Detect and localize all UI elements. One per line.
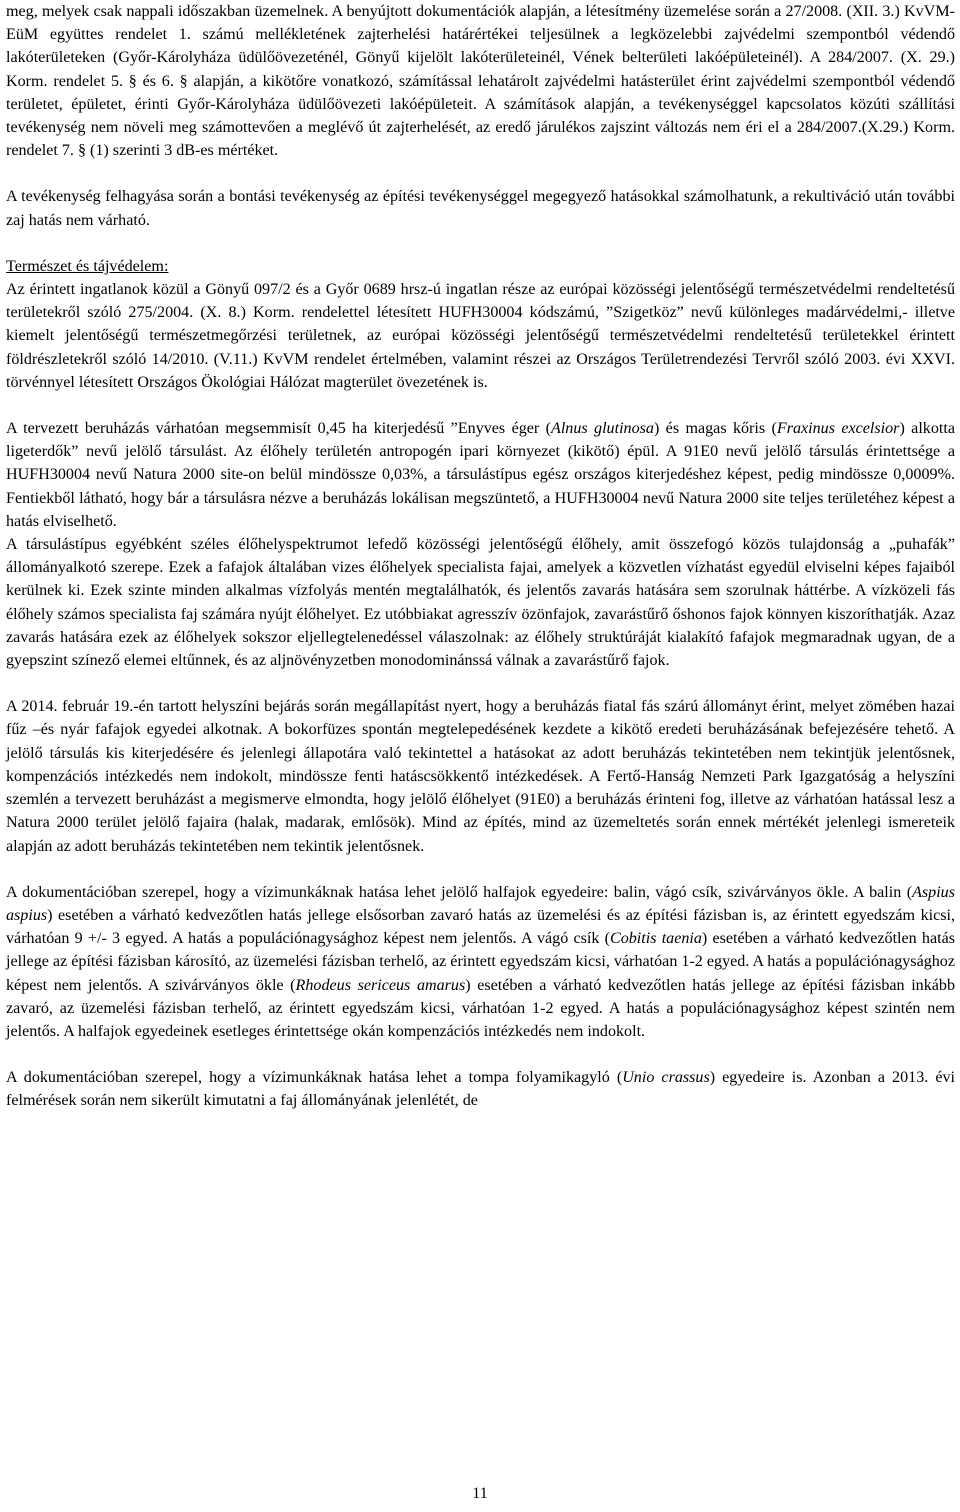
paragraph-mussel: [6, 1066, 955, 1112]
paragraph-site-visit: A 2014. február 19.-én tartott helyszíni bejárás során megállapítást nyert, hogy a beruházás fiatal fás szárú állományt érint, melyet zömében hazai fűz –és nyár fafajok egyedei alkotnak. A bokorfüzes spontán megtelepedésének kezdete a kikötő eredeti beruházásának befejezésére tehető. A jelölő társulás kis kiterjedésére és jelenlegi állapotára való tekintettel a hatásokat az adott beruházás tekintetében nem tekintjük jelentősnek, kompenzációs intézkedés nem indokolt, mindössze fenti hatáscsökkentő intézkedések. A Fertő-Hanság Nemzeti Park Igazgatóság a helyszíni szemlén a tervezett beruházást a megismerve elmondta, hogy jelölő élőhelyet (91E0) a beruházás érinteni fog, illetve az várhatóan hatással lesz a Natura 2000 terület jelölő fajaira (halak, madarak, emlősök). Mind az építés, mind az üzemeltetés során ennek mértékét jelenlegi ismereteik alapján az adott beruházás tekintetében nem tekintik jelentősnek.: [6, 698, 955, 855]
species-name: Alnus glutinosa: [551, 420, 654, 438]
text-span: A dokumentációban szerepel, hogy a vízimunkáknak hatása lehet jelölő halfajok egyedeire: balin, vágó csík, szivárványos ökle. A balin (: [6, 883, 913, 901]
text-span: ) esetében a várható kedvezőtlen hatás jellege elsősorban zavaró hatás az üzemelési és az építési fázisban is, az érintett egyedszám kicsi, várhatóan 9 +/- 3 egyed. A hatás a populációnagysághoz képest nem jelentős. A vágó csík (: [6, 906, 955, 948]
species-name: Cobitis taenia: [609, 930, 702, 948]
text-span: ) alkotta ligeterdők” nevű jelölő társulást. Az élőhely területén antropogén ipari környezet (kikötő) épül. A 91E0 nevű jelölő társulás érintettsége a HUFH30004 nevű Natura 2000 site-on belül mindössze 0,03%, a társulástípus egész országos kiterjedéshez képest, pedig mindössze 0,0009%. Fentiekből látható, hogy bár a társulásra nézve a beruházás lokálisan megszüntető, a HUFH30004 nevű Natura 2000 site teljes területéhez képest a hatás elviselhető.: [6, 420, 955, 530]
species-name: Aspius aspius: [6, 883, 955, 924]
species-name: Unio crassus: [622, 1069, 710, 1087]
species-name: Fraxinus excelsior: [776, 420, 900, 438]
section-heading-nature-protection: Természet és tájvédelem:: [6, 257, 169, 275]
text-span: A dokumentációban szerepel, hogy a vízimunkáknak hatása lehet a tompa folyamikagyló (: [6, 1069, 623, 1087]
text-span: ) esetében a várható kedvezőtlen hatás jellege az építési fázisban inkább zavaró, az üzemelési fázisban terhelő, az érintett egyedszám kicsi, várhatóan 1-2 egyed. A hatás a populációnagysághoz képest szintén nem jelentős. A halfajok egyedeinek esetleges érintettsége okán kompenzációs intézkedés nem indokolt.: [6, 976, 955, 1040]
text-span: ) egyedeire is. Azonban a 2013. évi felmérések során nem sikerült kimutatni a faj állományának jelenlétét, de: [6, 1069, 955, 1110]
paragraph-noise-impact: meg, melyek csak nappali időszakban üzemelnek. A benyújtott dokumentációk alapján, a létesítmény üzemelése során a 27/2008. (XII. 3.) KvVM-EüM együttes rendelet 1. számú mellékletének zajterhelési határértékei teljesülnek a legközelebbi zajvédelmi szempontból védendő lakóterületeken (Győr-Károlyháza üdülőövezeténél, Gönyű kijelölt lakóterületeinél, Vének belterületi lakóépületeinél). A 284/2007. (X. 29.) Korm. rendelet 5. § és 6. § alapján, a kikötőre vonatkozó, számítással lehatárolt zajvédelmi hatásterület érint zajvédelmi szempontból védendő területet, épületet, érinti Győr-Károlyháza üdülőövezeti lakóépületeit. A számítások alapján, a tevékenységgel kapcsolatos közúti szállítási tevékenység nem növeli meg számottevően a meglévő út zajterhelését, az eredő járulékos zajszint változás nem éri el a 284/2007.(X.29.) Korm. rendelet 7. § (1) szerinti 3 dB-es mértéket.: [6, 3, 955, 160]
paragraph-decommissioning: A tevékenység felhagyása során a bontási tevékenység az építési tevékenységgel megegyező hatásokkal számolhatunk, a rekultiváció után további zaj hatás nem várható.: [6, 188, 955, 229]
paragraph-habitat-type: A társulástípus egyébként széles élőhelyspektrumot lefedő közösségi jelentőségű élőhely, amit összefogó közös tulajdonság a „puhafák” állományalkotó szerepe. Ezek a fafajok általában vizes élőhelyek specialista fajai, amelyek a közvetlen vízhatást egyedül elviselni képes fajaiból kerülnek ki. Ezek szinte minden alkalmas vízfolyás mentén megtalálhatók, és jelentős zavarás hatására sem szorulnak háttérbe. A vízközeli fás élőhely számos specialista faj számára nyújt élőhelyet. Ez utóbbiakat agresszív özönfajok, zavarástűrő őshonos fajok könnyen kiszoríthatják. Azaz zavarás hatására ezek az élőhelyek sokszor eljellegtelenedéssel válaszolnak: az élőhely struktúráját kialakító fafajok megmaradnak ugyan, de a gyepszint színező elemei eltűnnek, és az aljnövényzetben monodominánssá válnak a zavarástűrő fajok.: [6, 536, 955, 670]
document-page: [6, 0, 955, 1113]
paragraph-fish-species: [6, 881, 955, 1043]
text-span: ) és magas kőris (: [653, 420, 777, 438]
species-name: Rhodeus sericeus amarus: [295, 976, 466, 994]
paragraph-planned-investment: [6, 417, 955, 533]
paragraph-natura-sites: Az érintett ingatlanok közül a Gönyű 097/2 és a Győr 0689 hrsz-ú ingatlan része az európai közösségi jelentőségű természetvédelmi rendeltetésű területekről szóló 275/2004. (X. 8.) Korm. rendelettel létesített HUFH30004 kódszámú, ”Szigetköz” nevű különleges madárvédelmi,- illetve kiemelt jelentőségű természetmegőrzési területnek, az európai közösségi jelentőségű természetvédelmi rendeltetésű területekkel érintett földrészletekről szóló 14/2010. (V.11.) KvVM rendelet értelmében, valamint részei az Országos Területrendezési Tervről szóló 2003. évi XXVI. törvénnyel létesített Országos Ökológiai Hálózat magterület övezetének is.: [6, 281, 955, 391]
page-number: 11: [472, 1485, 488, 1502]
text-span: A tervezett beruházás várhatóan megsemmisít 0,45 ha kiterjedésű ”Enyves éger (: [6, 420, 551, 438]
text-span: ) esetében a várható kedvezőtlen hatás jellege az építési fázisban károsító, az üzemelési fázisban terhelő, az érintett egyedszám kicsi, várhatóan 1-2 egyed. A hatás a populációnagysághoz képest nem jelentős. A szivárványos ökle (: [6, 930, 955, 994]
